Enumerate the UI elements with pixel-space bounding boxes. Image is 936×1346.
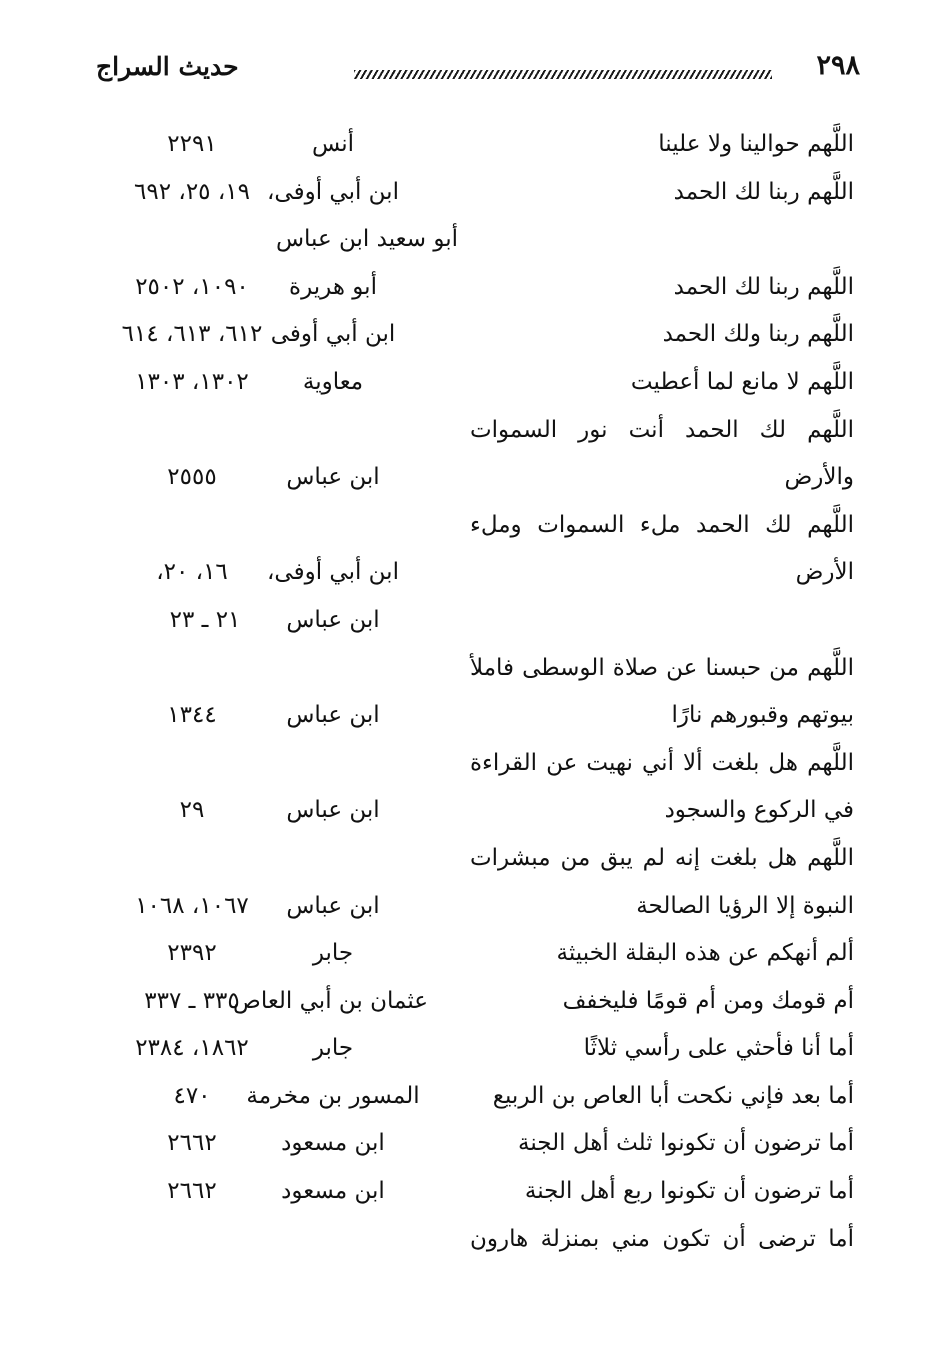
reference-numbers: ٢٣٩٢ [167, 940, 217, 967]
narrator: ابن مسعود [281, 1130, 385, 1157]
narrator: ابن عباس [286, 702, 380, 729]
reference-numbers: ١٠٦٧، ١٠٦٨ [135, 892, 249, 919]
narrator: أبو هريرة [289, 273, 377, 300]
reference-numbers: ٢٢٩١ [167, 131, 217, 157]
hadith-text: اللَّهم لك الحمد أنت نور السموات [470, 416, 854, 443]
index-row [0, 550, 936, 598]
narrator: أنس [311, 131, 355, 157]
index-row [0, 265, 936, 313]
reference-numbers: ٣٣٥ ـ ٣٣٧ [144, 987, 240, 1014]
index-row [0, 788, 936, 836]
narrator: ابن مسعود [281, 1178, 385, 1205]
narrator: عثمان بن أبي العاص [233, 987, 428, 1014]
index-row [0, 1169, 936, 1217]
index-row [0, 217, 936, 265]
reference-numbers: ٢٥٥٥ [167, 464, 217, 491]
reference-numbers: ٢١ ـ ٢٣ [169, 606, 241, 633]
hadith-text: الأرض [795, 559, 854, 586]
book-title: حديث السراج [96, 52, 239, 81]
index-row [0, 1026, 936, 1074]
hadith-text: أما ترضى أن تكون مني بمنزلة هارون [470, 1225, 854, 1252]
narrator: جابر [312, 940, 354, 967]
index-row [0, 312, 936, 360]
narrator: معاوية [302, 368, 364, 395]
reference-numbers: ١٨٦٢، ٢٣٨٤ [135, 1035, 249, 1062]
hadith-text: أما أنا فأحثي على رأسي ثلاثًا [583, 1035, 854, 1062]
index-row [0, 122, 936, 170]
narrator: ابن عباس [286, 464, 380, 491]
narrator: ابن عباس [286, 892, 380, 919]
hadith-text: أما ترضون أن تكونوا ربع أهل الجنة [524, 1178, 854, 1205]
hadith-text: اللَّهم هل بلغت ألا أني نهيت عن القراءة [470, 749, 854, 776]
hadith-text: أما بعد فإني نكحت أبا العاص بن الربيع [492, 1082, 854, 1109]
index-row [0, 503, 936, 551]
hadith-text: أم قومك ومن أم قومًا فليخفف [562, 987, 854, 1014]
narrator: جابر [312, 1035, 354, 1062]
running-header [70, 52, 860, 92]
index-row [0, 598, 936, 646]
index-row [0, 693, 936, 741]
reference-numbers: ١٩، ٢٥، ٦٩٢ [134, 178, 250, 205]
index-table [0, 122, 936, 1264]
hadith-text: ألم أنهكم عن هذه البقلة الخبيثة [556, 940, 854, 967]
reference-numbers: ٤٧٠ [173, 1082, 211, 1109]
hadith-text: اللَّهم ربنا ولك الحمد [662, 321, 854, 348]
index-row [0, 360, 936, 408]
hadith-text: اللَّهم ربنا لك الحمد [673, 178, 854, 205]
narrator: ابن عباس [286, 797, 380, 824]
hadith-text: النبوة إلا الرؤيا الصالحة [636, 892, 854, 919]
header-rule [354, 70, 772, 79]
reference-numbers: ٢٦٦٢ [167, 1130, 217, 1157]
hadith-text: والأرض [784, 464, 854, 491]
reference-numbers: ٢٩ [179, 797, 205, 824]
index-row [0, 646, 936, 694]
reference-numbers: ١٦، ٢٠، [156, 559, 228, 586]
narrator: ابن عباس [286, 606, 380, 633]
narrator: أبو سعيد ابن عباس [275, 226, 458, 253]
hadith-text: أما ترضون أن تكونوا ثلث أهل الجنة [518, 1130, 854, 1157]
hadith-text: اللَّهم حوالينا ولا علينا [658, 131, 854, 157]
index-row [0, 170, 936, 218]
index-row [0, 741, 936, 789]
hadith-text: اللَّهم ربنا لك الحمد [673, 273, 854, 300]
hadith-text: اللَّهم لا مانع لما أعطيت [630, 368, 854, 395]
narrator: المسور بن مخرمة [246, 1082, 420, 1109]
reference-numbers: ٦١٢، ٦١٣، ٦١٤ [121, 321, 263, 348]
hadith-text: في الركوع والسجود [664, 797, 854, 824]
index-row [0, 979, 936, 1027]
index-row [0, 1074, 936, 1122]
hadith-text: اللَّهم من حبسنا عن صلاة الوسطى فاملأ [470, 654, 854, 681]
reference-numbers: ١٣٤٤ [167, 702, 217, 729]
narrator: ابن أبي أوفى، [267, 559, 399, 586]
reference-numbers: ١٣٠٢، ١٣٠٣ [135, 368, 249, 395]
hadith-text: اللَّهم لك الحمد ملء السموات وملء [470, 511, 854, 538]
index-row [0, 884, 936, 932]
index-row [0, 836, 936, 884]
page-number: ٢٩٨ [816, 50, 860, 81]
reference-numbers: ٢٦٦٢ [167, 1178, 217, 1205]
narrator: ابن أبي أوفى، [267, 178, 399, 205]
narrator: ابن أبي أوفى [270, 321, 396, 348]
index-row [0, 1217, 936, 1265]
index-row [0, 931, 936, 979]
index-row [0, 455, 936, 503]
index-row [0, 1121, 936, 1169]
index-row [0, 408, 936, 456]
reference-numbers: ١٠٩٠، ٢٥٠٢ [135, 273, 249, 300]
hadith-text: اللَّهم هل بلغت إنه لم يبق من مبشرات [470, 844, 854, 871]
hadith-text: بيوتهم وقبورهم نارًا [671, 702, 854, 729]
